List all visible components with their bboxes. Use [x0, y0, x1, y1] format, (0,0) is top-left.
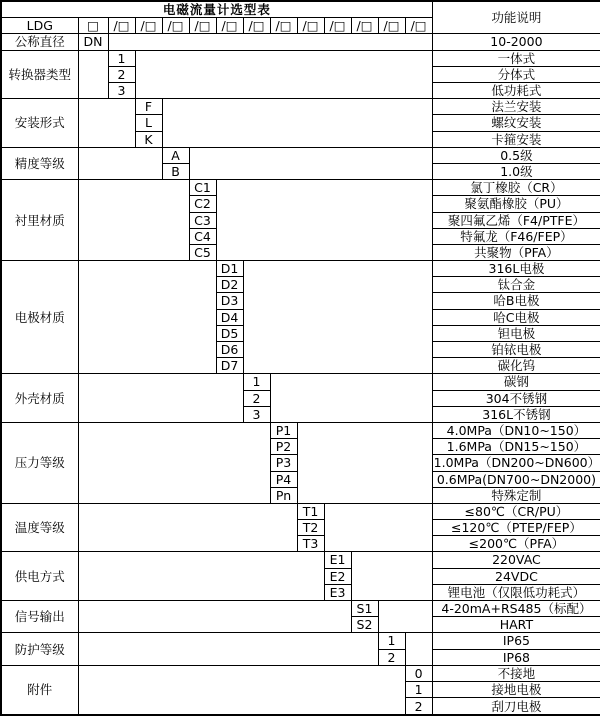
- left-empty-area: [78, 503, 297, 552]
- right-empty-area: [405, 633, 432, 665]
- code-box: /□: [243, 18, 270, 34]
- option-code: C4: [189, 228, 216, 244]
- option-description: 聚四氟乙烯（F4/PTFE）: [432, 212, 600, 228]
- option-description: 特殊定制: [432, 487, 600, 503]
- option-row: [1, 552, 600, 568]
- option-description: 1.6MPa（DN15~150）: [432, 439, 600, 455]
- option-description: 接地电极: [432, 681, 600, 697]
- option-code: DN: [78, 34, 108, 50]
- code-box: /□: [405, 18, 432, 34]
- option-description: 一体式: [432, 50, 600, 66]
- option-row: [1, 180, 600, 196]
- code-box: /□: [162, 18, 189, 34]
- option-description: 1.0级: [432, 163, 600, 179]
- right-empty-area: [297, 422, 432, 503]
- left-empty-area: [78, 665, 405, 715]
- category-label: 安装形式: [1, 99, 78, 148]
- option-row: [1, 422, 600, 438]
- option-code: Pn: [270, 487, 297, 503]
- option-description: 共聚物（PFA）: [432, 244, 600, 260]
- category-label: 公称直径: [1, 34, 78, 50]
- category-label: 温度等级: [1, 503, 78, 552]
- right-empty-area: [216, 180, 432, 261]
- option-row: [1, 261, 600, 277]
- option-code: L: [135, 115, 162, 131]
- option-code: T3: [297, 536, 324, 552]
- option-description: 304不锈钢: [432, 390, 600, 406]
- category-label: 电极材质: [1, 261, 78, 374]
- first-code-box: □: [78, 18, 108, 34]
- option-description: 法兰安装: [432, 99, 600, 115]
- right-empty-area: [189, 147, 432, 179]
- code-box: /□: [108, 18, 135, 34]
- option-description: 4.0MPa（DN10~150）: [432, 422, 600, 438]
- option-row: [1, 34, 600, 50]
- option-code: 0: [405, 665, 432, 681]
- option-code: D3: [216, 293, 243, 309]
- option-description: 氯丁橡胶（CR）: [432, 180, 600, 196]
- code-box: /□: [135, 18, 162, 34]
- right-empty-area: [270, 374, 432, 423]
- option-description: 220VAC: [432, 552, 600, 568]
- option-description: 不接地: [432, 665, 600, 681]
- option-code: E3: [324, 584, 351, 600]
- option-code: T2: [297, 520, 324, 536]
- option-description: 碳化钨: [432, 358, 600, 374]
- option-description: 哈C电极: [432, 309, 600, 325]
- option-description: 4-20mA+RS485（标配）: [432, 601, 600, 617]
- category-label: 供电方式: [1, 552, 78, 601]
- option-description: IP68: [432, 649, 600, 665]
- right-empty-area: [162, 99, 432, 148]
- option-description: 分体式: [432, 66, 600, 82]
- option-description: 卡箍安装: [432, 131, 600, 147]
- option-code: D2: [216, 277, 243, 293]
- category-label: 压力等级: [1, 422, 78, 503]
- model-prefix: LDG: [1, 18, 78, 34]
- option-code: 2: [405, 698, 432, 715]
- option-code: T1: [297, 503, 324, 519]
- option-code: S2: [351, 617, 378, 633]
- option-description: 刮刀电极: [432, 698, 600, 715]
- option-code: K: [135, 131, 162, 147]
- right-empty-area: [324, 503, 432, 552]
- option-code: 1: [378, 633, 405, 649]
- table-title: 电磁流量计选型表: [1, 1, 432, 18]
- category-label: 衬里材质: [1, 180, 78, 261]
- option-description: 钛合金: [432, 277, 600, 293]
- option-code: D1: [216, 261, 243, 277]
- option-code: D5: [216, 325, 243, 341]
- option-code: F: [135, 99, 162, 115]
- option-row: [1, 601, 600, 617]
- title-row: [1, 1, 600, 18]
- left-empty-area: [78, 633, 378, 665]
- option-description: 聚氨酯橡胶（PU）: [432, 196, 600, 212]
- left-empty-area: [78, 374, 243, 423]
- option-code: P1: [270, 422, 297, 438]
- option-code: S1: [351, 601, 378, 617]
- option-code: C1: [189, 180, 216, 196]
- left-empty-area: [78, 552, 324, 601]
- option-code: D6: [216, 342, 243, 358]
- option-description: 哈B电极: [432, 293, 600, 309]
- option-description: 10-2000: [432, 34, 600, 50]
- option-description: 1.0MPa（DN200~DN600）: [433, 455, 600, 471]
- option-code: E1: [324, 552, 351, 568]
- right-empty-area: [351, 552, 432, 601]
- option-code: D4: [216, 309, 243, 325]
- option-code: 1: [243, 374, 270, 390]
- option-description: 316L不锈钢: [432, 406, 600, 422]
- category-label: 信号输出: [1, 601, 78, 633]
- option-code: P4: [270, 471, 297, 487]
- option-code: D7: [216, 358, 243, 374]
- code-box: /□: [297, 18, 324, 34]
- code-box: /□: [270, 18, 297, 34]
- option-code: 1: [405, 681, 432, 697]
- code-box: /□: [351, 18, 378, 34]
- option-description: 碳钢: [432, 374, 600, 390]
- right-empty-area: [108, 34, 432, 50]
- option-code: A: [162, 147, 189, 163]
- category-label: 防护等级: [1, 633, 78, 665]
- function-column-header: 功能说明: [432, 1, 600, 34]
- category-label: 外壳材质: [1, 374, 78, 423]
- code-box: /□: [324, 18, 351, 34]
- left-empty-area: [78, 99, 135, 148]
- option-description: 锂电池（仅限低功耗式）: [432, 584, 600, 600]
- code-box: /□: [216, 18, 243, 34]
- option-code: P2: [270, 439, 297, 455]
- option-code: E2: [324, 568, 351, 584]
- left-empty-area: [78, 601, 351, 633]
- option-code: 3: [108, 83, 135, 99]
- option-description: ≤120℃（PTEP/FEP）: [432, 520, 600, 536]
- option-description: 0.6MPa(DN700~DN2000): [432, 471, 600, 487]
- right-empty-area: [243, 261, 432, 374]
- option-description: IP65: [432, 633, 600, 649]
- option-description: 316L电极: [432, 261, 600, 277]
- category-label: 附件: [1, 665, 78, 715]
- option-code: 2: [378, 649, 405, 665]
- option-code: 3: [243, 406, 270, 422]
- option-description: 铂铱电极: [432, 342, 600, 358]
- option-row: [1, 147, 600, 163]
- option-code: 2: [243, 390, 270, 406]
- option-row: [1, 99, 600, 115]
- option-row: [1, 665, 600, 681]
- option-row: [1, 50, 600, 66]
- option-description: ≤200℃（PFA）: [432, 536, 600, 552]
- option-description: 低功耗式: [432, 83, 600, 99]
- option-code: 1: [108, 50, 135, 66]
- option-code: B: [162, 163, 189, 179]
- option-code: C5: [189, 244, 216, 260]
- option-description: 钽电极: [432, 325, 600, 341]
- right-empty-area: [135, 50, 432, 99]
- option-description: 0.5级: [432, 147, 600, 163]
- left-empty-area: [78, 147, 162, 179]
- left-empty-area: [78, 422, 270, 503]
- left-empty-area: [78, 50, 108, 99]
- option-row: [1, 374, 600, 390]
- option-description: ≤80℃（CR/PU）: [432, 503, 600, 519]
- option-description: HART: [432, 617, 600, 633]
- option-description: 24VDC: [432, 568, 600, 584]
- left-empty-area: [78, 261, 216, 374]
- category-label: 精度等级: [1, 147, 78, 179]
- option-code: C3: [189, 212, 216, 228]
- code-box: /□: [378, 18, 405, 34]
- category-label: 转换器类型: [1, 50, 78, 99]
- option-row: [1, 503, 600, 519]
- left-empty-area: [78, 180, 189, 261]
- option-code: C2: [189, 196, 216, 212]
- option-description: 特氟龙（F46/FEP）: [432, 228, 600, 244]
- option-code: P3: [270, 455, 297, 471]
- code-box: /□: [189, 18, 216, 34]
- option-description: 螺纹安装: [432, 115, 600, 131]
- right-empty-area: [378, 601, 432, 633]
- option-code: 2: [108, 66, 135, 82]
- option-row: [1, 633, 600, 649]
